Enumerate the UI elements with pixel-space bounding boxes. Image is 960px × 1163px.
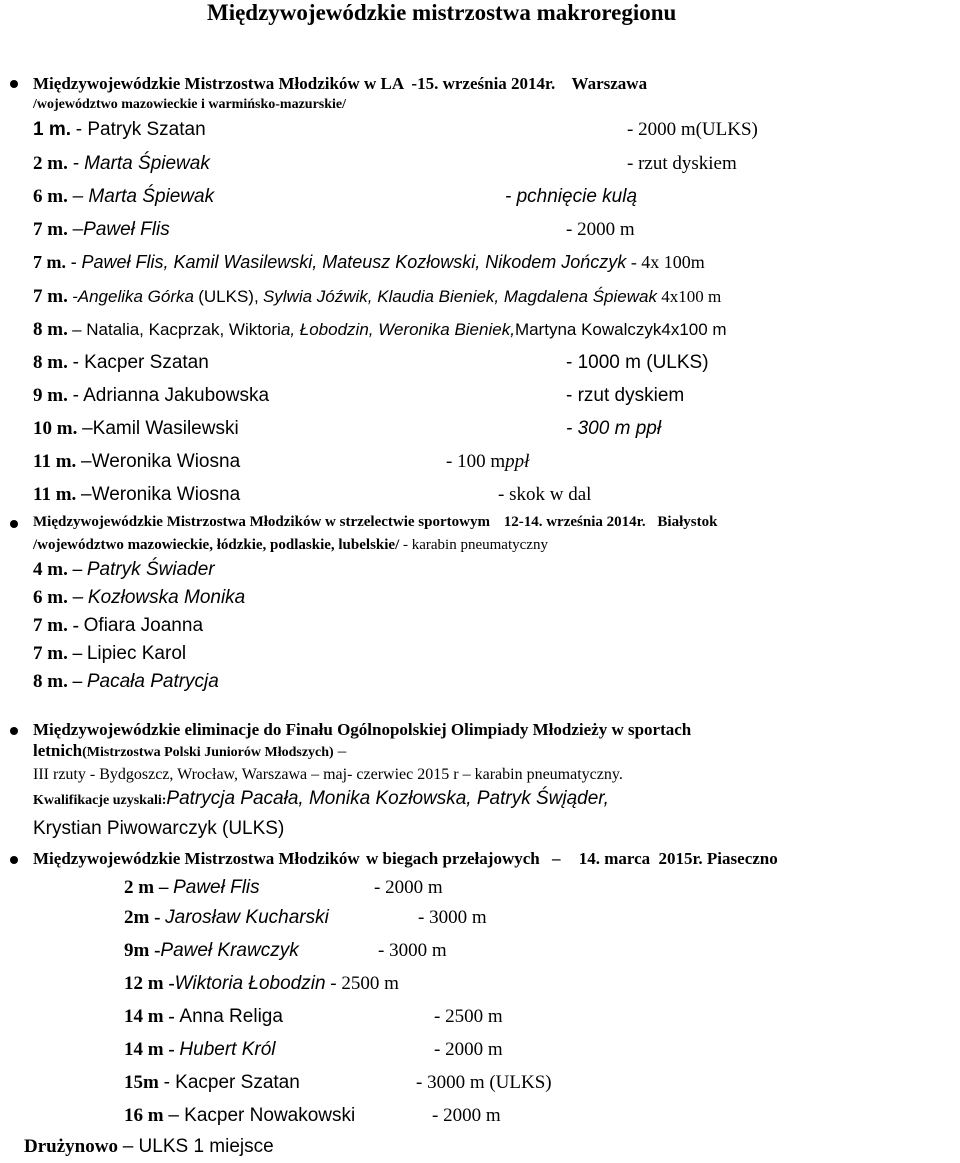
header-note: (Mistrzostwa Polski Juniorów Młodszych) <box>82 745 334 760</box>
place: 14 m - <box>124 1039 175 1060</box>
result-row <box>33 385 269 407</box>
event: - 3000 m <box>378 940 447 961</box>
athlete: - Paweł Flis, Kamil Wasilewski, Mateusz Kozłowski, Nikodem Jończyk <box>70 252 627 272</box>
result-row <box>33 119 206 141</box>
event: - rzut dyskiem <box>566 385 685 406</box>
result-row <box>33 219 170 241</box>
athlete: Paweł Krawczyk <box>160 940 299 961</box>
result-row <box>33 352 209 374</box>
bullet-icon <box>10 520 18 528</box>
team-label: Drużynowo <box>24 1136 118 1157</box>
section2-header-title: Międzywojewódzkie Mistrzostwa Młodzików w strzelectwie sportowym <box>33 514 490 530</box>
place: 4 m. <box>33 559 68 580</box>
athlete: Paweł Flis <box>173 877 260 898</box>
place: 14 m - <box>124 1006 175 1027</box>
section2-header <box>33 514 717 531</box>
athlete: –Kamil Wasilewski <box>82 418 239 439</box>
section3-line: III rzuty - Bydgoszcz, Wrocław, Warszawa – maj- czerwiec 2015 r – karabin pneumatyczny. <box>33 766 623 783</box>
athlete: Jarosław Kucharski <box>165 907 329 928</box>
result-row <box>33 451 240 473</box>
event: - 1000 m (ULKS) <box>566 352 709 373</box>
event: - 4x 100m <box>630 252 705 272</box>
result-row <box>124 1006 283 1028</box>
place: 8 m. <box>33 352 68 373</box>
athlete: –Weronika Wiosna <box>81 484 241 505</box>
dash: – <box>72 643 83 664</box>
result-row <box>33 418 239 440</box>
result-row <box>124 1072 300 1094</box>
place: 7 m. <box>33 219 68 240</box>
event: - 2500 m <box>434 1006 503 1027</box>
place: 2m - <box>124 907 161 928</box>
event: - 2000 m <box>374 877 443 898</box>
event: - 2000 m <box>432 1105 501 1126</box>
athlete: Anna Religa <box>179 1006 283 1027</box>
result-row <box>33 252 705 273</box>
athletes: Sylwia Jóźwik, Klaudia Bieniek, Magdalena Śpiewak <box>262 287 657 306</box>
region: /województwo mazowieckie, łódzkie, podlaskie, lubelskie/ <box>33 537 400 553</box>
athletes-end: Martyna Kowalczyk4x100 m <box>514 320 727 339</box>
result-row <box>124 940 299 962</box>
athletes: – Natalia, Kacprzak, Wiktori <box>72 320 281 339</box>
athletes-cont: a, Łobodzin, Weronika Bieniek, <box>280 320 515 339</box>
dash: – <box>72 671 83 692</box>
event: - 3000 m <box>418 907 487 928</box>
bullet-icon <box>10 856 18 864</box>
athlete: - Kacper Szatan <box>72 352 209 373</box>
section3-header: Międzywojewódzkie eliminacje do Finału Ogólnopolskiej Olimpiady Młodzieży w sportach <box>33 720 692 739</box>
list-item <box>33 559 215 581</box>
result-row <box>33 286 721 308</box>
place: 15m <box>124 1072 159 1093</box>
event <box>446 451 529 473</box>
header-dash: – <box>337 741 347 760</box>
section1-header-title: Międzywojewódzkie Mistrzostwa Młodzików w LA <box>33 74 404 93</box>
athlete: – Marta Śpiewak <box>72 186 215 207</box>
athlete: - Kacper Szatan <box>163 1072 300 1093</box>
event-distance: - 100 m <box>446 451 506 472</box>
event: - rzut dyskiem <box>627 153 737 174</box>
place: 6 m. <box>33 587 68 608</box>
athlete: –Weronika Wiosna <box>81 451 241 472</box>
result-row <box>124 1105 355 1127</box>
athlete: Wiktoria Łobodzin <box>174 973 326 994</box>
place: 9 m. <box>33 385 68 406</box>
athlete: Lipiec Karol <box>86 643 187 664</box>
section3-qualification <box>33 788 609 810</box>
section3-header-cont <box>33 741 346 761</box>
header-word: letnich <box>33 741 83 760</box>
place: 6 m. <box>33 186 68 207</box>
athlete: - Patryk Szatan <box>75 119 206 140</box>
place: 11 m. <box>33 451 77 472</box>
list-item <box>33 615 203 637</box>
place: 1 m. <box>33 119 72 140</box>
place: 12 m - <box>124 973 175 994</box>
list-item <box>33 671 219 693</box>
result-row <box>124 1039 276 1061</box>
section2-header-date: 12-14. września 2014r. <box>503 514 646 530</box>
section4-header-date: 14. marca <box>578 849 651 868</box>
section2-header-city: Białystok <box>657 514 718 530</box>
result-row <box>124 907 329 929</box>
list-item <box>33 643 186 665</box>
place: 7 m. - <box>33 615 79 636</box>
event: - 2000 m <box>434 1039 503 1060</box>
place: 2 m. <box>33 153 68 174</box>
athlete: Pacała Patrycja <box>86 671 219 692</box>
page-title: Międzywojewódzkie mistrzostwa makroregionu <box>207 0 677 25</box>
athlete: –Paweł Flis <box>72 219 170 240</box>
section1-region: /województwo mazowieckie i warmińsko-mazurskie/ <box>33 97 347 112</box>
event: - pchnięcie kulą <box>505 186 638 207</box>
section4-header-sub: w biegach przełajowych <box>365 849 540 868</box>
place: 10 m. <box>33 418 78 439</box>
place: 7 m. <box>33 252 66 272</box>
section1-header <box>33 74 647 94</box>
result-row <box>124 973 399 995</box>
athlete: -Angelika Górka <box>72 287 194 306</box>
athlete: - Marta Śpiewak <box>72 153 210 174</box>
section4-header-city: 2015r. Piaseczno <box>658 849 778 868</box>
event: 4x100 m <box>661 287 722 306</box>
result-row <box>33 319 727 341</box>
section1-header-city: Warszawa <box>571 74 648 93</box>
place: 16 m <box>124 1105 164 1126</box>
bullet-icon <box>10 80 18 88</box>
qual-label: Kwalifikacje uzyskali: <box>33 793 167 808</box>
list-item <box>33 587 245 609</box>
event: - 3000 m (ULKS) <box>416 1072 552 1093</box>
athlete: Hubert Król <box>179 1039 276 1060</box>
section4-header <box>33 849 778 869</box>
event: - 2500 m <box>330 973 399 994</box>
athlete: – Kacper Nowakowski <box>168 1105 356 1126</box>
place: 7 m. <box>33 286 68 307</box>
athlete: Kozłowska Monika <box>87 587 246 608</box>
place: 9m - <box>124 940 161 961</box>
event: - skok w dal <box>498 484 592 505</box>
section3-line5: Krystian Piwowarczyk (ULKS) <box>33 818 285 839</box>
section4-header-dash: – <box>551 849 561 868</box>
qual-names: Patrycja Pacała, Monika Kozłowska, Patryk Śwįąder, <box>166 788 609 809</box>
team-text: – ULKS 1 miejsce <box>122 1136 274 1157</box>
bullet-icon <box>10 727 18 735</box>
section1-header-date: -15. września 2014r. <box>411 74 556 93</box>
athlete: Ofiara Joanna <box>83 615 204 636</box>
place: 8 m. <box>33 319 68 340</box>
event: - 2000 m(ULKS) <box>627 119 758 140</box>
athlete: - Adrianna Jakubowska <box>72 385 270 406</box>
event-type: ppł <box>505 451 530 472</box>
place: 11 m. <box>33 484 77 505</box>
event: - 2000 m <box>566 219 635 240</box>
club: (ULKS), <box>198 287 259 306</box>
result-row <box>124 877 260 899</box>
region-suffix: - karabin pneumatyczny <box>403 537 548 553</box>
section4-header-title: Międzywojewódzkie Mistrzostwa Młodzików <box>33 849 360 868</box>
result-row <box>33 153 210 175</box>
section2-region <box>33 537 548 554</box>
team-result <box>24 1136 274 1158</box>
place: 7 m. <box>33 643 68 664</box>
athlete: Patryk Świader <box>86 559 215 580</box>
dash: – <box>72 559 83 580</box>
place: 8 m. <box>33 671 68 692</box>
result-row <box>33 484 240 506</box>
event: - 300 m ppł <box>566 418 662 439</box>
place: 2 m – <box>124 877 169 898</box>
result-row <box>33 186 214 208</box>
dash: – <box>72 587 84 608</box>
